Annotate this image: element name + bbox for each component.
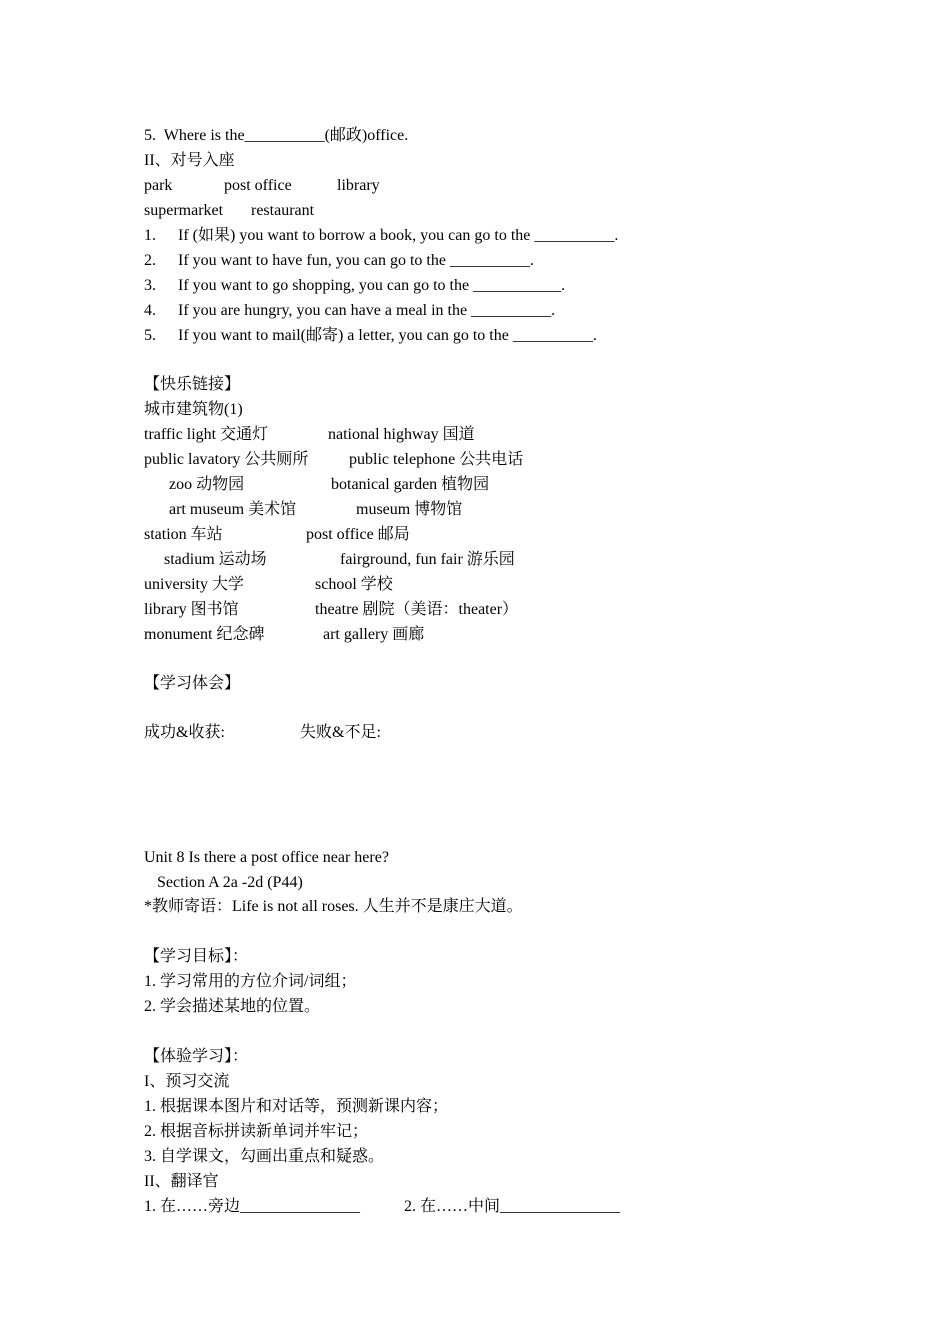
vocab-item: university 大学 bbox=[144, 576, 244, 593]
preview-title: I、预习交流 bbox=[144, 1073, 230, 1090]
reflect-title: 【学习体会】 bbox=[144, 675, 241, 692]
list-item: 2. If you want to have fun, you can go to the __________. bbox=[144, 252, 534, 269]
goal-item: 1. 学习常用的方位介词/词组； bbox=[144, 973, 357, 990]
vocab-item: stadium 运动场 bbox=[164, 551, 267, 568]
word-supermarket: supermarket bbox=[144, 202, 224, 219]
section-title: Section A 2a -2d (P44) bbox=[157, 874, 303, 891]
failure-label: 失败&不足: bbox=[300, 724, 381, 741]
word-post-office: post office bbox=[224, 177, 292, 194]
question-5: 5. Where is the__________(邮政)office. bbox=[144, 127, 409, 144]
vocab-item: theatre 剧院（美语：theater） bbox=[315, 601, 519, 618]
word-restaurant: restaurant bbox=[251, 202, 315, 219]
link-title: 【快乐链接】 bbox=[144, 376, 241, 393]
vocab-item: monument 纪念碑 bbox=[144, 626, 265, 643]
translate-item-1: 1. 在……旁边_______________ bbox=[144, 1198, 361, 1215]
vocab-item: museum 博物馆 bbox=[356, 501, 463, 518]
vocab-item: station 车站 bbox=[144, 526, 223, 543]
list-item: 5. If you want to mail(邮寄) a letter, you can go to the __________. bbox=[144, 327, 597, 344]
goals-title: 【学习目标】： bbox=[144, 948, 249, 965]
vocab-item: art museum 美术馆 bbox=[169, 501, 297, 518]
list-item: 1. If (如果) you want to borrow a book, you can go to the __________. bbox=[144, 227, 619, 244]
vocab-item: library 图书馆 bbox=[144, 601, 239, 618]
vocab-item: school 学校 bbox=[315, 576, 393, 593]
preview-item: 1. 根据课本图片和对话等，预测新课内容； bbox=[144, 1098, 449, 1115]
goal-item: 2. 学会描述某地的位置。 bbox=[144, 998, 321, 1015]
list-item: 3. If you want to go shopping, you can go to the ___________. bbox=[144, 277, 566, 294]
teacher-motto: *教师寄语：Life is not all roses. 人生并不是康庄大道。 bbox=[144, 898, 523, 915]
list-item: 4. If you are hungry, you can have a meal in the __________. bbox=[144, 302, 556, 319]
vocab-item: traffic light 交通灯 bbox=[144, 426, 269, 443]
word-park: park bbox=[144, 177, 173, 194]
word-library: library bbox=[337, 177, 380, 194]
success-label: 成功&收获: bbox=[144, 724, 225, 741]
vocab-item: art gallery 画廊 bbox=[323, 626, 425, 643]
translator-title: II、翻译官 bbox=[144, 1173, 219, 1190]
preview-item: 2. 根据音标拼读新单词并牢记； bbox=[144, 1123, 369, 1140]
vocab-item: national highway 国道 bbox=[328, 426, 475, 443]
vocab-item: fairground, fun fair 游乐园 bbox=[340, 551, 515, 568]
experience-title: 【体验学习】： bbox=[144, 1048, 249, 1065]
vocab-item: botanical garden 植物园 bbox=[331, 476, 490, 493]
vocab-item: post office 邮局 bbox=[306, 526, 410, 543]
part2-title: II、对号入座 bbox=[144, 152, 235, 169]
unit-title: Unit 8 Is there a post office near here? bbox=[144, 849, 389, 866]
vocab-item: zoo 动物园 bbox=[169, 476, 245, 493]
link-subtitle: 城市建筑物(1) bbox=[144, 401, 243, 418]
preview-item: 3. 自学课文，勾画出重点和疑惑。 bbox=[144, 1148, 385, 1165]
translate-item-2: 2. 在……中间_______________ bbox=[404, 1198, 621, 1215]
vocab-item: public telephone 公共电话 bbox=[349, 451, 524, 468]
vocab-item: public lavatory 公共厕所 bbox=[144, 451, 309, 468]
